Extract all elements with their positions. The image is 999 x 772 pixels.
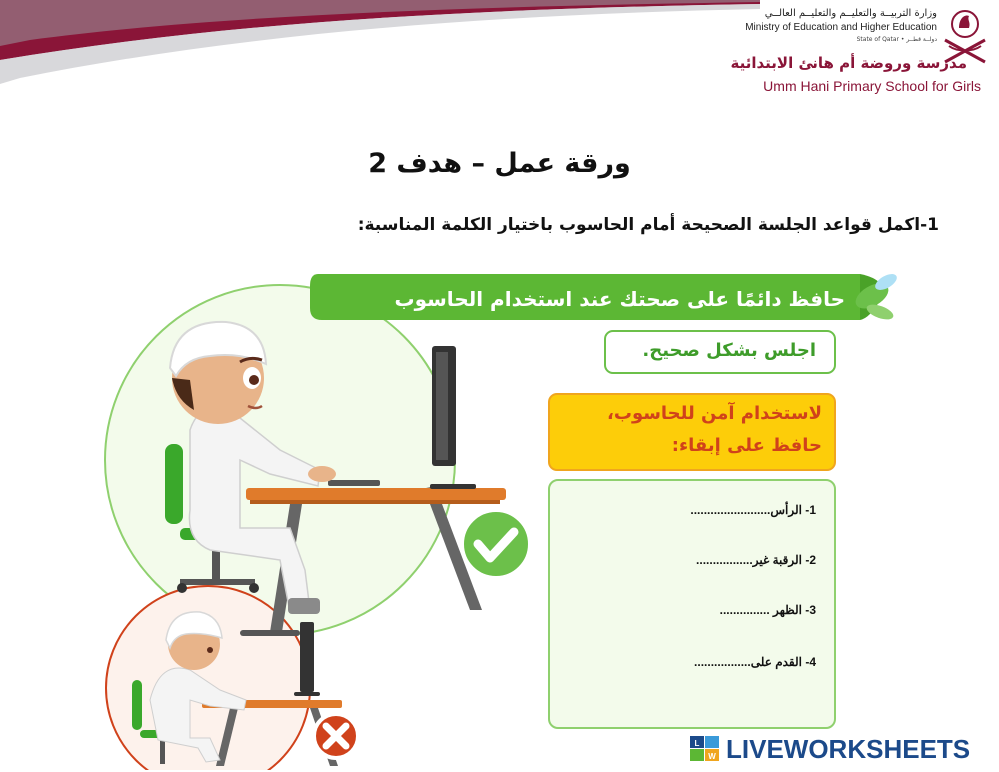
safe-use-line-2: حافظ على إبقاء: [671, 435, 822, 456]
state-label: State of Qatar • دولــة قطــر [856, 36, 937, 43]
header-swoosh [0, 0, 760, 90]
list-item-feet[interactable]: 4- القدم على................. [694, 655, 816, 669]
liveworksheets-logo [690, 732, 990, 766]
worksheet-instruction: 1-اكمل قواعد الجلسة الصحيحة أمام الحاسوب باختيار الكلمة المناسبة: [357, 215, 939, 235]
worksheet-title: ورقة عمل – هدف 2 [368, 148, 631, 179]
answer-list-box [548, 479, 836, 729]
logo-mark-letter-2: W [708, 752, 716, 761]
check-mark-icon [462, 510, 530, 578]
list-item-head[interactable]: 1- الرأس........................ [690, 503, 816, 517]
liveworksheets-brand-text: LIVEWORKSHEETS [726, 734, 971, 764]
sit-correctly-box [604, 330, 836, 374]
ministry-name-english: Ministry of Education and Higher Education [745, 22, 937, 33]
safe-use-box [548, 393, 836, 471]
school-name-arabic: مدرسة وروضة أم هانئ الابتدائية [730, 54, 967, 72]
ministry-name-arabic: وزارة التربيــة والتعليــم والتعليــم العالــي [764, 8, 937, 19]
logo-mark-letter-1: L [694, 739, 700, 748]
list-item-back[interactable]: 3- الظهر ............... [719, 603, 816, 617]
liveworksheets-logo-icon [690, 736, 720, 762]
sit-correctly-text: اجلس بشكل صحيح. [642, 340, 816, 361]
school-name-english: Umm Hani Primary School for Girls [763, 78, 981, 94]
safe-use-line-1: لاستخدام آمن للحاسوب، [607, 403, 822, 424]
list-item-neck[interactable]: 2- الرقبة غير................. [696, 553, 816, 567]
banner-text: حافظ دائمًا على صحتك عند استخدام الحاسوب [394, 287, 845, 311]
school-logo-block [700, 6, 995, 98]
qatar-emblem-icon [939, 6, 991, 66]
